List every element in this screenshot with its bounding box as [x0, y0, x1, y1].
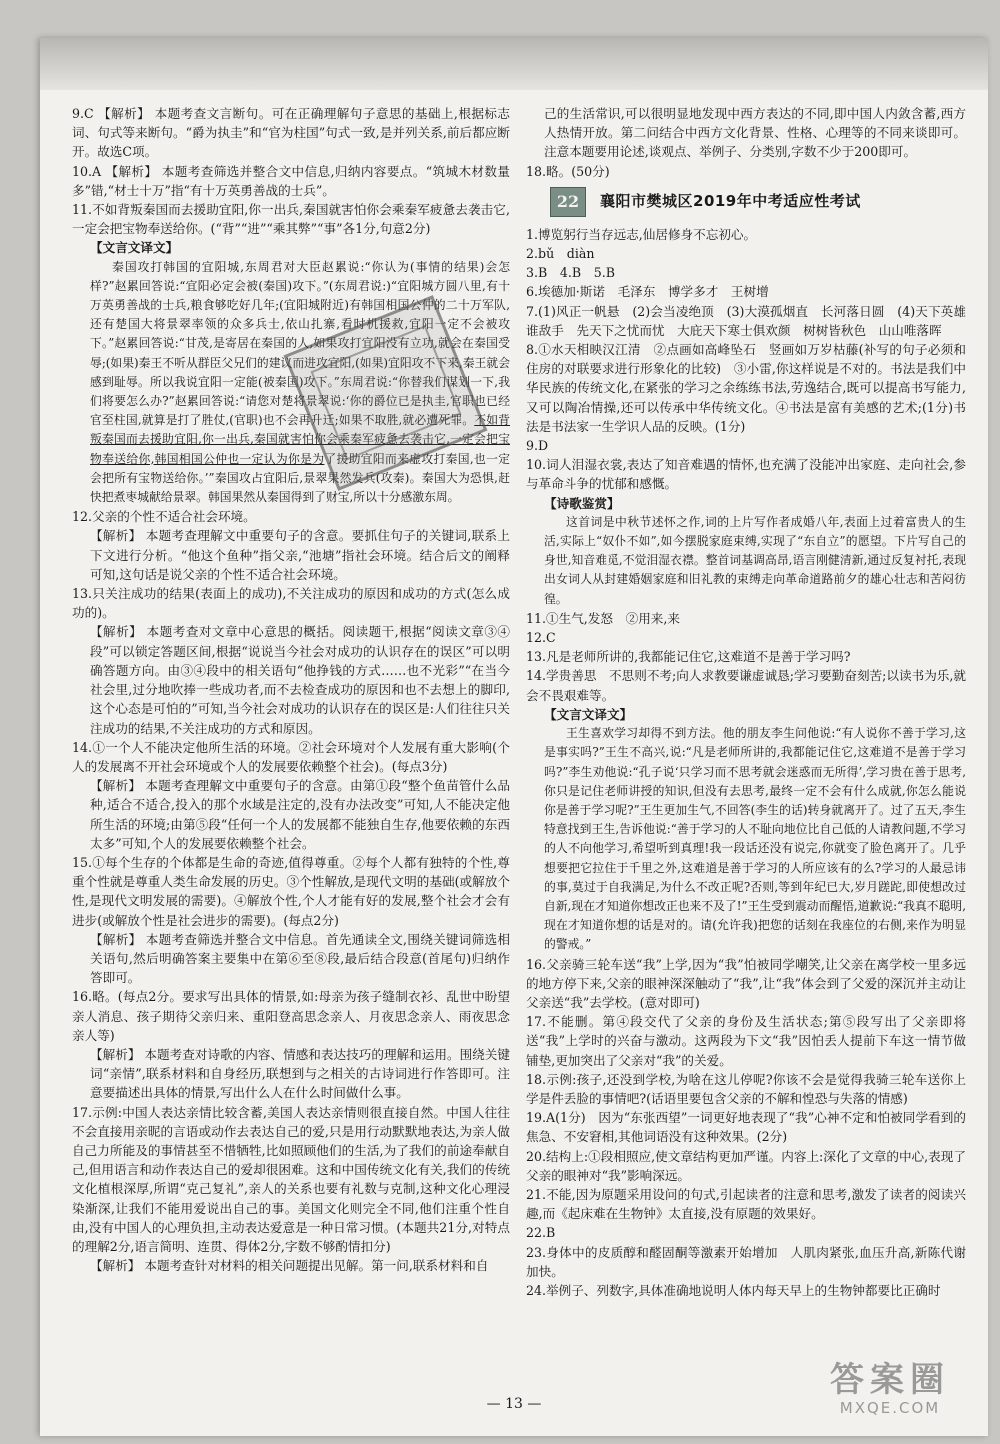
analysis-paragraph: 【解析】 本题考查针对材料的相关问题提出见解。第一问,联系材料和自	[90, 1258, 489, 1274]
right-column-continued	[526, 104, 966, 181]
analysis-paragraph: 【解析】 本题考查对文章中心意思的概括。阅读题干,根据“阅读文章③④段”可以锁定答题区间,根据“说说当今社会对成功的认识存在的误区”可以明确答题方向。由③④段中的相关语句“他挣钱的方式……也不光彩”“在当今社会里,过分地吹捧一些成功者,而不去检查成功的原因和也不去想上的脚印,这个心态是可怕的”可知,当今社会对成功的认识存在的误区是:人们往往只关注成功的结果,不关注成功的方式和原因。	[90, 624, 510, 736]
section-label-text: 【文言文译文】	[544, 706, 633, 722]
exam-header	[550, 187, 966, 217]
scanned-page	[40, 38, 988, 1436]
section-label-text: 【文言文译文】	[90, 240, 179, 256]
answer-item: 12.C	[526, 630, 556, 646]
analysis-paragraph: 己的生活常识,可以很明显地发现中西方表达的不同,即中国人内敛含蓄,西方人热情开放。第二问结合中西方文化背景、性格、心理等的不同来谈即可。注意本题要用论述,谈观点、举例子、分类别,字数不少于200即可。	[544, 106, 966, 160]
exam-title: 襄阳市樊城区2019年中考适应性考试	[600, 192, 861, 211]
answer-item: 18.示例:孩子,还没到学校,为啥在这儿停呢?你该不会是觉得我骑三轮车送你上学是件丢脸的事情吧?(话语里要包含父亲的不解和惶恐与失落的情感)	[526, 1071, 966, 1106]
answer-item: 1.博览躬行当存远志,仙居修身不忘初心。	[526, 226, 757, 242]
answer-item: 3.B 4.B 5.B	[526, 265, 615, 281]
answer-item: 16.父亲骑三轮车送“我”上学,因为“我”怕被同学嘲笑,让父亲在离学校一里多远的地方停下来,父亲的眼神深深触动了“我”,让“我”体会到了父爱的深沉并主动让父亲送“我”去学校。(意对即可)	[526, 956, 966, 1010]
answer-item: 9.C 【解析】 本题考查文言断句。可在正确理解句子意思的基础上,根据标志词、句式等来断句。“爵为执圭”和“官为柱国”句式一致,是并列关系,前后都应断开。故选C项。	[72, 106, 510, 160]
right-column-answers	[526, 225, 966, 1300]
answer-item: 12.父亲的个性不适合社会环境。	[72, 509, 256, 525]
seal-inner-frame	[310, 325, 461, 460]
section-label	[526, 705, 966, 724]
exam-number-badge: 22	[550, 187, 586, 217]
analysis-paragraph: 【解析】 本题考查理解文中重要句子的含意。由第①段“整个鱼苗管什么品种,适合不适合,投入的那个水域是注定的,没有办法改变”可知,人不能决定他所生活的环境;由第⑤段“任何一个人的发展都不能独自生存,他要依赖的东西太多”可知,个人的发展要依赖整个社会。	[90, 778, 510, 851]
answer-item: 17.不能删。第④段交代了父亲的身份及生活状态;第⑤段写出了父亲即将送“我”上学时的兴奋与激动。这两段为下文“我”因怕丢人提前下车这一情节做铺垫,更加突出了父亲对“我”的关爱。	[526, 1014, 966, 1068]
analysis-paragraph: 【解析】 本题考查理解文中重要句子的含意。要抓住句子的关键词,联系上下文进行分析。“他这个鱼种”指父亲,“池塘”指社会环境。结合后文的阐释可知,这句话是说父亲的个性不适合社会环境。	[90, 528, 510, 582]
answer-item: 13.凡是老师所讲的,我都能记住它,这难道不是善于学习吗?	[526, 649, 851, 665]
answer-item: 10.A 【解析】 本题考查筛选并整合文中信息,归纳内容要点。“筑城木材数量多”错,“材士十万”指“有十万英勇善战的士兵”。	[72, 163, 510, 198]
translation-paragraph	[526, 513, 966, 609]
answer-item: 9.D	[526, 438, 549, 454]
answer-item: 24.举例子、列数字,具体准确地说明人体内每天早上的生物钟都要比正确时	[526, 1282, 941, 1298]
answer-item: 14.学贵善思 不思则不考;向人求教要谦虚诚恳;学习要勤奋刻苦;以读书为乐,就会不畏艰难等。	[526, 668, 966, 703]
answer-item: 23.身体中的皮质醇和醛固酮等激素开始增加 人肌肉紧张,血压升高,新陈代谢加快。	[526, 1244, 966, 1279]
section-label	[526, 494, 966, 513]
answer-item: 2.bǔ diàn	[526, 246, 595, 262]
answer-item: 7.(1)风正一帆悬 (2)会当凌绝顶 (3)大漠孤烟直 长河落日圆 (4)天下英雄谁敌手 先天下之忧而忧 大庇天下寒士俱欢颜 树树皆秋色 山山唯落晖	[526, 303, 966, 338]
answer-item: 14.①一个人不能决定他所生活的环境。②社会环境对个人发展有重大影响(个人的发展离不开社会环境或个人的发展要依赖整个社会)。(每点3分)	[72, 739, 510, 774]
answer-item: 15.①每个生存的个体都是生命的奇迹,值得尊重。②每个人都有独特的个性,尊重个性就是尊重人类生命发展的历史。③个性解放,是现代文明的基础(或解放个性,是现代文明发展的需要)。④解放个性,个人才能有好的发展,整个社会才会有进步(或解放个性是社会进步的需要)。(每点2分)	[72, 854, 510, 928]
answer-item: 10.词人泪湿衣裳,表达了知音难遇的情怀,也充满了没能冲出家庭、走向社会,参与革命斗争的忧郁和感慨。	[526, 457, 966, 492]
underlined-sentence: 不如背叛秦国而去援助宜阳,你一出兵,秦国就害怕你会乘秦军疲惫去袭击它,一定会把宝物奉送给你,韩国相国公仲也一定认为你是为	[90, 413, 510, 466]
section-label-text: 【诗歌鉴赏】	[544, 495, 620, 511]
section-label	[72, 238, 510, 257]
answer-item: 18.略。(50分)	[526, 163, 610, 179]
left-column	[72, 104, 510, 1275]
answer-item: 6.埃德加·斯诺 毛泽东 博学多才 王树增	[526, 284, 769, 300]
right-column	[526, 104, 966, 1300]
watermark-text: 答案圈	[830, 1360, 950, 1400]
site-watermark-logo	[800, 1360, 980, 1420]
answer-item: 20.结构上:①段相照应,使文章结构更加严谨。内容上:深化了文章的中心,表现了父亲的眼神对“我”影响深远。	[526, 1148, 966, 1183]
watermark-url: MXQE.COM	[839, 1399, 941, 1417]
answer-item: 11.不如背叛秦国而去援助宜阳,你一出兵,秦国就害怕你会乘秦军疲惫去袭击它,一定会把宝物奉送给你。(“背”“进”“乘其弊”“事”各1分,句意2分)	[72, 202, 510, 237]
answer-item: 8.①水天相映汉江清 ②点画如高峰坠石 竖画如万岁枯藤(补写的句子必须和住房的对联要求进行形象化的比较) ③小雷,你这样说是不对的。书法是我们中华民族的传统文化,在紧张的学习之余练练书法,劳逸结合,既可以提高书写能力,又可以陶冶情操,还可以传承中华传统文化。④书法是富有美感的艺术;(1分)书法是书法家一生学识人品的反映。(1分)	[526, 342, 966, 434]
translation-text: 这首词是中秋节述怀之作,词的上片写作者成婚八年,表面上过着富贵人的生活,实际上“奴仆不如”,如今摆脱家庭束缚,实现了“东自立”的愿望。下片写自己的身世,知音难觅,不觉泪湿衣襟。整首词基调高昂,语言刚健清新,通过反复衬托,表现出女词人从封建婚姻家庭和旧礼教的束缚走向革命道路前夕的雄心壮志和苦闷彷徨。	[544, 514, 966, 606]
answer-item: 13.只关注成功的结果(表面上的成功),不关注成功的原因和成功的方式(怎么成功的)。	[72, 586, 510, 621]
answer-item: 21.不能,因为原题采用设问的句式,引起读者的注意和思考,激发了读者的阅读兴趣,而《起床难在生物钟》太直接,没有原题的效果好。	[526, 1186, 966, 1222]
answer-item: 19.A(1分) 因为“东张西望”一词更好地表现了“我”心神不定和怕被同学看到的焦急、不安窘相,其他词语没有这种效果。(2分)	[526, 1110, 966, 1145]
analysis-paragraph: 【解析】 本题考查筛选并整合文中信息。首先通读全文,围绕关键词筛选相关语句,然后明确答案主要集中在第⑥至⑧段,最后结合段意(首尾句)归纳作答即可。	[90, 931, 510, 986]
analysis-paragraph: 【解析】 本题考查对诗歌的内容、情感和表达技巧的理解和运用。围绕关键词“亲情”,联系材料和自身经历,联想到与之相关的古诗词进行作答即可。注意要描述出具体的情景,写出什么人在什么时间做什么事。	[90, 1046, 510, 1101]
translation-paragraph	[526, 724, 966, 954]
scan-top-edge	[40, 38, 988, 90]
translation-text: 王生喜欢学习却得不到方法。他的朋友李生问他说:“有人说你不善于学习,这是事实吗?”王生不高兴,说:“凡是老师所讲的,我都能记住它,这难道不是善于学习吗?”李生劝他说:“孔子说‘只学习而不思考就会迷惑而无所得’,学习贵在善于思考,你只是记住老师讲授的知识,但没有去思考,最终一定不会有什么成就,你怎么能说你是善于学习呢?”王生更加生气,不回答(李生的话)转身就离开了。过了五天,李生特意找到王生,告诉他说:“善于学习的人不耻向地位比自己低的人请教问题,不学习的人不向他学习,希望听到真理!我一段话还没有说完,你就变了脸色离开了。几乎想要把它拉住于千里之外,这难道是善于学习的人所应该有的么?学习的人最忌讳的事,莫过于自我满足,为什么不改正呢?否则,等到年纪已大,岁月蹉跎,即使想改过自新,现在才知道你想改正也来不及了!”王生受到震动而醒悟,道歉说:“我真不聪明,现在才知道你想的话是对的。请(允许我)把您的话刻在我座位的右侧,来作为明显的警戒。”	[544, 726, 966, 952]
page-number: — 13 —	[486, 1396, 542, 1412]
answer-item: 16.略。(每点2分。要求写出具体的情景,如:母亲为孩子缝制衣衫、乱世中盼望亲人消息、孩子期待父亲归来、重阳登高思念亲人、月夜思念亲人、雨夜思念亲人等)	[72, 989, 510, 1043]
answer-item: 11.①生气,发怒 ②用来,来	[526, 610, 680, 626]
translation-text: 秦国攻打韩国的宜阳城,东周君对大臣赵累说:“你认为(事情的结果)会怎样?”赵累回答说:“宜阳必定会被(秦国)攻下。”(东周君说:)“宜阳城方圆八里,有十万英勇善战的士兵,粮食够吃好几年;(宜阳城附近)有韩国相国公仲的二十万军队,还有楚国大将景翠率领的众多兵士,依山扎寨,看时机援救,宜阳一定不会被攻下。”赵累回答说:“甘茂,是寄居在秦国的人,如果攻打宜阳没有立功,就会在秦国受辱;(如果)秦王不听从群臣父兄们的建议而进攻宜阳,(如果)宜阳攻不下来,秦王就会感到耻辱。所以我说宜阳一定能(被秦国)攻下。”东周君说:“你替我们谋划一下,我们将要怎么办?”赵累回答说:“请您对楚将景翠说:‘你的爵位已是执圭,官职也已经官至柱国,就算是打了胜仗,(官职)也不会再升迁;如果不取胜,就必遭死罪。	[90, 259, 510, 428]
translation-text-tail: 了援助宜阳而来虚攻打秦国,也一定会把所有宝物送给你。’”秦国攻占宜阳后,景翠果然发兵(攻秦)。秦国大为恐惧,赶快把煮枣城献给景翠。韩国果然从秦国得到了财宝,所以十分感激东周。	[90, 451, 510, 505]
answer-item: 17.示例:中国人表达亲情比较含蓄,美国人表达亲情则很直接自然。中国人往往不会直接用亲昵的言语或动作去表达自己的爱,只是用行动默默地表达,为亲人做自己力所能及的事情甚至不惜牺牲,比如照顾他们的生活,为了我们的前途奉献自己,但用语言和动作表达自己的爱却很困难。这和中国传统文化有关,我们的传统文化植根深厚,所谓“克己复礼”,亲人的关系也要有礼数与克制,这种文化心理浸染渐深,让我们不能用爱说出自己的事。美国文化则完全不同,他们注重个性自由,没有中国人的心理负担,主动表达爱意是一种日常习惯。(本题共21分,对特点的理解2分,语言简明、连贯、得体2分,字数不够酌情扣分)	[72, 1104, 510, 1254]
answer-item: 22.B	[526, 1225, 556, 1241]
